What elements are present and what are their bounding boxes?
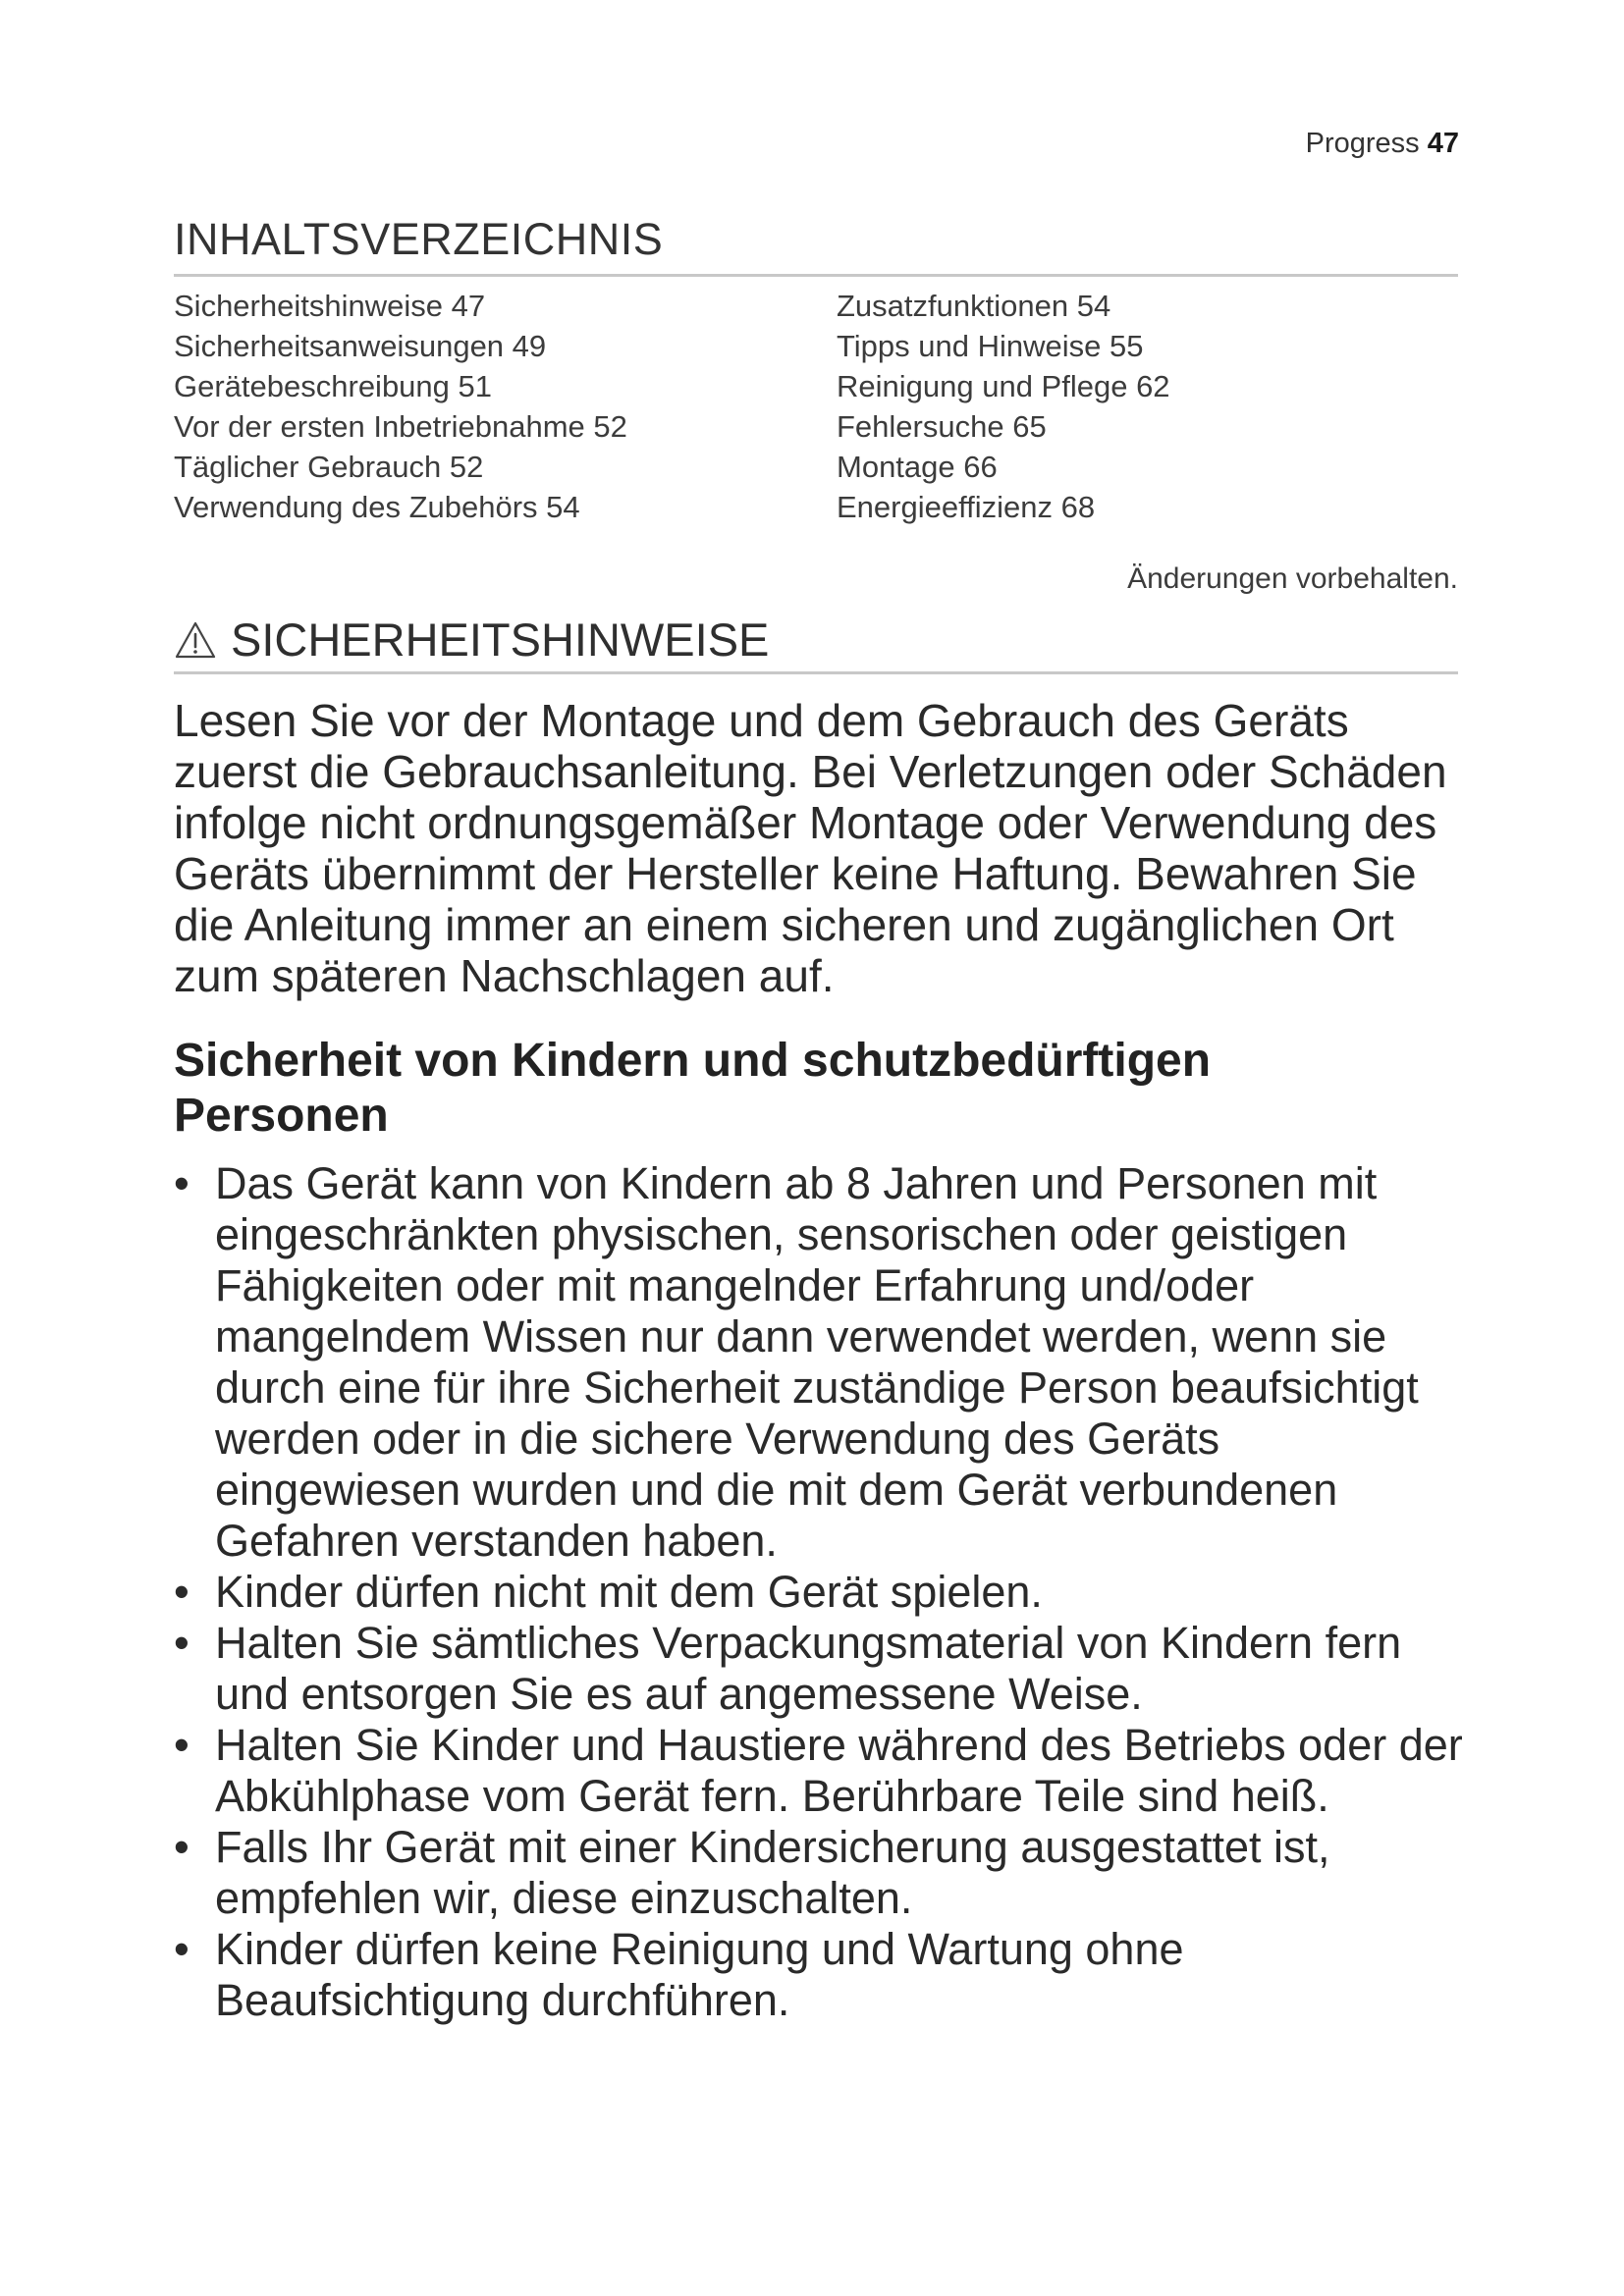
- bullet-dot: •: [174, 1822, 189, 1872]
- page-header: [1306, 128, 1459, 160]
- toc-entry: Täglicher Gebrauch 52: [174, 450, 484, 484]
- brand-name: Progress: [1305, 128, 1420, 159]
- toc-entry: Fehlersuche 65: [837, 409, 1047, 444]
- toc-entry: Sicherheitshinweise 47: [174, 289, 486, 323]
- list-item-text: Das Gerät kann von Kindern ab 8 Jahren und Personen mit eingeschränkten physischen, sensorischen oder geistigen Fähigkeiten oder mit mangelnder Erfahrung und/oder mangelndem Wissen nur dann verwendet werden, wenn sie durch eine für ihre Sicherheit zuständige Person beaufsichtigt werden oder in die sichere Verwendung des Geräts eingewiesen wurden und die mit dem Gerät verbundenen Gefahren verstanden haben.: [215, 1158, 1419, 1566]
- list-item: [174, 1567, 1470, 1618]
- list-item: [174, 1924, 1470, 2026]
- toc-left-column: [174, 286, 627, 527]
- list-item: [174, 1158, 1470, 1567]
- changes-note: Änderungen vorbehalten.: [1127, 562, 1458, 595]
- toc-divider: [174, 274, 1458, 277]
- list-item: [174, 1822, 1470, 1924]
- list-item: [174, 1720, 1470, 1822]
- safety-bullet-list: [174, 1158, 1470, 2026]
- toc-entry: Energieeffizienz 68: [837, 490, 1096, 524]
- toc-title: INHALTSVERZEICHNIS: [174, 214, 664, 264]
- bullet-dot: •: [174, 1618, 189, 1668]
- list-item-text: Kinder dürfen nicht mit dem Gerät spielen.: [215, 1567, 1043, 1617]
- toc-entry: Reinigung und Pflege 62: [837, 369, 1170, 403]
- toc-entry: Vor der ersten Inbetriebnahme 52: [174, 409, 627, 444]
- list-item-text: Halten Sie Kinder und Haustiere während des Betriebs oder der Abkühlphase vom Gerät fern. Berührbare Teile sind heiß.: [215, 1720, 1463, 1821]
- bullet-dot: •: [174, 1567, 189, 1617]
- list-item-text: Halten Sie sämtliches Verpackungsmaterial von Kindern fern und entsorgen Sie es auf angemessene Weise.: [215, 1618, 1402, 1719]
- list-item-text: Falls Ihr Gerät mit einer Kindersicherung ausgestattet ist, empfehlen wir, diese einzuschalten.: [215, 1822, 1330, 1923]
- safety-section-title: [174, 613, 769, 667]
- bullet-dot: •: [174, 1158, 189, 1208]
- bullet-dot: •: [174, 1924, 189, 1974]
- list-item: [174, 1618, 1470, 1720]
- toc-entry: Sicherheitsanweisungen 49: [174, 329, 547, 363]
- toc-right-column: [837, 286, 1170, 527]
- warning-triangle-icon: [174, 620, 217, 660]
- toc-entry: Gerätebeschreibung 51: [174, 369, 493, 403]
- toc-entry: Verwendung des Zubehörs 54: [174, 490, 580, 524]
- list-item-text: Kinder dürfen keine Reinigung und Wartung ohne Beaufsichtigung durchführen.: [215, 1924, 1184, 2025]
- toc-entry: Tipps und Hinweise 55: [837, 329, 1144, 363]
- safety-intro: Lesen Sie vor der Montage und dem Gebrauch des Geräts zuerst die Gebrauchsanleitung. Bei Verletzungen oder Schäden infolge nicht ordnungsgemäßer Montage oder Verwendung des Geräts übernimmt der Hersteller keine Haftung. Bewahren Sie die Anleitung immer an einem sicheren und zugänglichen Ort zum späteren Nachschlagen auf.: [174, 695, 1447, 1001]
- safety-title-text: SICHERHEITSHINWEISE: [231, 614, 770, 666]
- children-safety-heading: Sicherheit von Kindern und schutzbedürftigen Personen: [174, 1035, 1212, 1142]
- bullet-dot: •: [174, 1720, 189, 1770]
- safety-divider: [174, 671, 1458, 674]
- page-number: 47: [1427, 128, 1459, 159]
- toc-entry: Zusatzfunktionen 54: [837, 289, 1111, 323]
- toc-entry: Montage 66: [837, 450, 998, 484]
